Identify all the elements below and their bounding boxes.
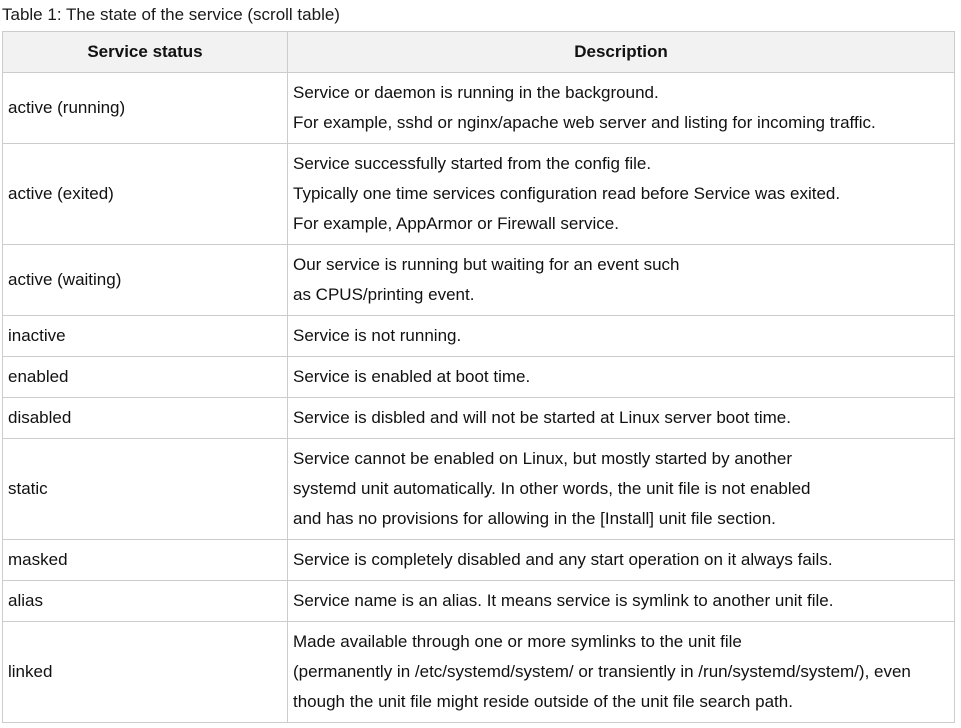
description-line: Made available through one or more symlinks to the unit file [293,632,742,651]
status-cell: disabled [3,398,288,439]
description-line: and has no provisions for allowing in the [Install] unit file section. [293,509,776,528]
description-line: systemd unit automatically. In other words, the unit file is not enabled [293,479,811,498]
status-cell: enabled [3,357,288,398]
table-header-row [3,32,955,73]
description-cell [288,245,955,316]
description-cell [288,398,955,439]
description-cell [288,439,955,540]
table-row [3,622,955,723]
description-line: For example, sshd or nginx/apache web server and listing for incoming traffic. [293,113,876,132]
description-cell [288,540,955,581]
status-cell: active (running) [3,73,288,144]
description-line: Service is disbled and will not be started at Linux server boot time. [293,408,791,427]
description-cell [288,316,955,357]
description-cell [288,144,955,245]
table-row [3,581,955,622]
table-row [3,144,955,245]
description-cell [288,73,955,144]
status-cell: active (waiting) [3,245,288,316]
table-row [3,439,955,540]
description-line: Our service is running but waiting for an event such [293,255,680,274]
table-row [3,540,955,581]
table-row [3,398,955,439]
table-row [3,245,955,316]
status-cell: static [3,439,288,540]
status-cell: alias [3,581,288,622]
status-cell: masked [3,540,288,581]
table-caption: Table 1: The state of the service (scroll table) [2,5,340,24]
service-status-table [2,31,955,723]
description-line: Service is not running. [293,326,462,345]
description-line: Service is completely disabled and any start operation on it always fails. [293,550,833,569]
table-row [3,357,955,398]
description-cell [288,581,955,622]
description-line: Service is enabled at boot time. [293,367,531,386]
description-line: though the unit file might reside outside of the unit file search path. [293,692,793,711]
description-line: Service or daemon is running in the background. [293,83,659,102]
status-cell: linked [3,622,288,723]
header-description: Description [288,32,955,73]
description-line: Typically one time services configuration read before Service was exited. [293,184,841,203]
description-line: (permanently in /etc/systemd/system/ or transiently in /run/systemd/system/), even [293,662,911,681]
table-row [3,316,955,357]
description-cell [288,357,955,398]
status-cell: active (exited) [3,144,288,245]
header-service-status: Service status [3,32,288,73]
description-line: Service successfully started from the config file. [293,154,652,173]
description-line: For example, AppArmor or Firewall service. [293,214,619,233]
description-line: as CPUS/printing event. [293,285,475,304]
status-cell: inactive [3,316,288,357]
description-line: Service cannot be enabled on Linux, but mostly started by another [293,449,792,468]
table-row [3,73,955,144]
description-line: Service name is an alias. It means service is symlink to another unit file. [293,591,834,610]
description-cell [288,622,955,723]
table-body [3,73,955,723]
